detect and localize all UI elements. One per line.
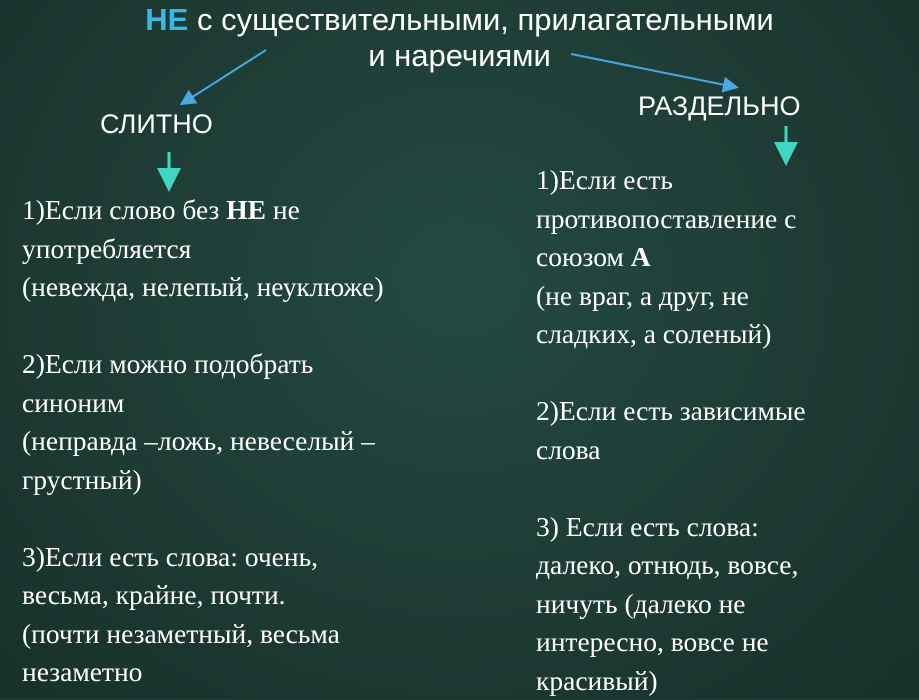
title-line-2: и наречиями <box>0 38 919 74</box>
right-column <box>536 161 916 700</box>
heading-fused: СЛИТНО <box>100 109 213 140</box>
left-rule-2-line-2: синоним <box>22 384 462 423</box>
right-rule-2-line-1: 2)Если есть зависимые <box>536 392 916 431</box>
right-rule-1-text: союзом <box>536 241 631 272</box>
right-rule-1-example-2: сладких, а соленый) <box>536 315 916 354</box>
right-rule-1-line-3 <box>536 238 916 277</box>
right-rule-3-line-3: ничуть (далеко не <box>536 585 916 624</box>
right-rule-3 <box>536 508 916 700</box>
right-rule-1-bold: А <box>631 241 651 272</box>
right-rule-2-line-2: слова <box>536 431 916 470</box>
right-rule-3-line-4: интересно, вовсе не <box>536 623 916 662</box>
title-line-1-text: с существительными, прилагательными <box>188 2 773 37</box>
spacer <box>22 499 462 538</box>
spacer <box>22 307 462 346</box>
spacer <box>536 354 916 393</box>
right-rule-1-line-1: 1)Если есть <box>536 161 916 200</box>
right-rule-1 <box>536 161 916 354</box>
arrow-to-left-heading-icon <box>183 50 266 103</box>
heading-separate: РАЗДЕЛЬНО <box>638 91 800 122</box>
right-rule-3-line-2: далеко, отнюдь, вовсе, <box>536 546 916 585</box>
left-rule-1-line-2: употребляется <box>22 230 462 269</box>
left-rule-1-bold: НЕ <box>226 194 266 225</box>
left-rule-1-text-end: не <box>266 194 300 225</box>
right-rule-3-line-5: красивый) <box>536 662 916 700</box>
left-rule-2-example-2: грустный) <box>22 461 462 500</box>
left-rule-1-text: 1)Если слово без <box>22 194 226 225</box>
title-accent: НЕ <box>145 2 188 37</box>
left-rule-3-example-1: (почти незаметный, весьма <box>22 615 462 654</box>
right-rule-2 <box>536 392 916 469</box>
left-rule-1-line-1 <box>22 191 462 230</box>
left-rule-3-line-2: весьма, крайне, почти. <box>22 576 462 615</box>
left-rule-2 <box>22 345 462 499</box>
left-rule-3-example-2: незаметно <box>22 653 462 692</box>
left-rule-2-line-1: 2)Если можно подобрать <box>22 345 462 384</box>
left-column <box>22 191 462 692</box>
left-rule-2-example-1: (неправда –ложь, невеселый – <box>22 422 462 461</box>
right-rule-3-line-1: 3) Если есть слова: <box>536 508 916 547</box>
arrow-to-right-heading-icon <box>571 54 735 87</box>
right-rule-1-line-2: противопоставление с <box>536 200 916 239</box>
spacer <box>536 469 916 508</box>
left-rule-3-line-1: 3)Если есть слова: очень, <box>22 538 462 577</box>
left-rule-3 <box>22 538 462 692</box>
left-rule-1 <box>22 191 462 307</box>
right-rule-1-example-1: (не враг, а друг, не <box>536 277 916 316</box>
left-rule-1-example: (невежда, нелепый, неуклюже) <box>22 268 462 307</box>
